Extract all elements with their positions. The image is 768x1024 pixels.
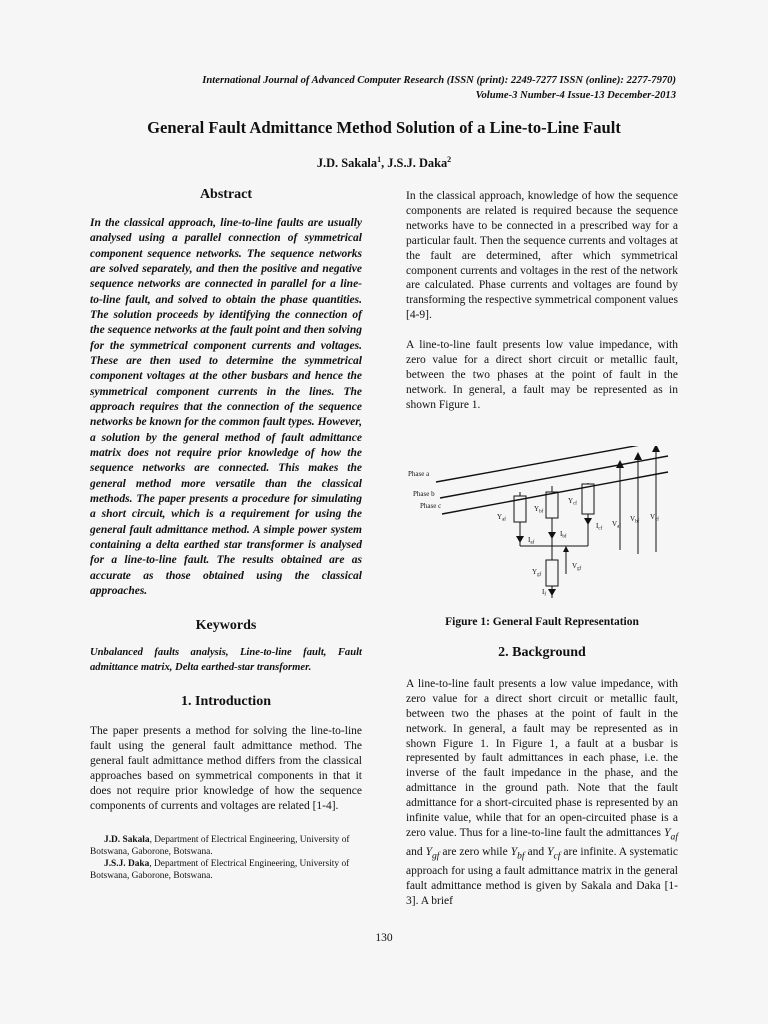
author-1: J.D. Sakala [316,156,378,171]
v-bf-arrow-head [634,452,642,460]
background-text [406,677,678,909]
author-1-affil: 1 [377,155,382,164]
journal-header-line1: International Journal of Advanced Computer Research (ISSN (print): 2249-7277 ISSN (online): 2277-7970) [202,75,676,86]
footnote-2 [90,858,362,882]
authors [0,155,768,171]
introduction-text: The paper presents a method for solving the line-to-line fault using the general fault admittance method. The general fault admittance method differs from the classical approaches based on symmetrical components in that it does not require prior knowledge of how the sequence components of currents and voltages are related [1-4]. [90,725,362,812]
v-af-label: $V_{af}$ [612,520,621,530]
keywords-heading: Keywords [195,617,257,633]
keywords-text: Unbalanced faults analysis, Line-to-line fault, Fault admittance matrix, Delta earthed-star transformer. [90,647,362,673]
v-cf-arrow-head [652,446,660,452]
classical-approach-paragraph: In the classical approach, knowledge of how the sequence components are related is required because the sequence networks have to be connected in a prescribed way for a particular fault. Then the sequence currents and voltages at the fault are determined, after which symmetrical component currents and voltages in the rest of the network are calculated. Phase currents and voltages are found by transforming the respective symmetrical component values [4-9]. [406,190,678,322]
i-cf-arrow [584,518,592,525]
left-column [90,188,362,882]
i-f-arrow [548,589,556,596]
y-bf-symbol: $Y_{bf}$ [510,846,525,862]
footnote-1 [90,834,362,858]
v-cf-label: $V_{cf}$ [650,513,659,523]
author-2: J.S.J. Daka [387,156,448,171]
i-f-label: $I_f$ [542,588,547,598]
phase-c-line [442,472,668,514]
abstract-text: In the classical approach, line-to-line faults are usually analysed using a parallel connection of symmetrical component sequence networks. The sequence networks are solved separately, and then the positive and negative sequence networks are connected in parallel for a line-to-line fault, and solved to obtain the phase quantities. The solution proceeds by identifying the connection of the sequence networks at the fault point and then solving for the symmetrical component currents and voltages. These are then used to determine the symmetrical component voltages at the other busbars and hence the symmetrical component currents in the lines. The approach requires that the connection of the sequence networks be known for the common fault types. However, a solution by the general method of fault admittance matrix does not require prior knowledge of how the sequence networks are connected. This makes the general method more versatile than the classical methods. The paper presents a procedure for simulating a short circuit, which is a requirement for using the general fault admittance method. A simple power system containing a delta earthed star transformer is analysed for a line-to-line fault. The results obtained are as accurate as those obtained using the classical approaches. [90,216,362,598]
journal-header [202,74,676,103]
phase-c-label: Phase c [420,502,442,510]
right-column-bottom [406,646,678,909]
y-af-symbol: $Y_{af}$ [664,826,678,843]
paper-title: General Fault Admittance Method Solution of a Line-to-Line Fault [147,118,621,137]
fault-representation-figure [400,446,680,606]
y-af-label: $Y_{af}$ [497,513,506,523]
y-gf-admittance [546,560,558,586]
y-gf-label: $Y_{gf}$ [532,568,542,578]
y-cf-label: $Y_{cf}$ [568,497,577,507]
footnote-2-text: , Department of Electrical Engineering, University of Botswana, Gaborone, Botswana. [90,858,350,881]
introduction-heading: 1. Introduction [181,694,271,710]
i-bf-label: $I_{bf}$ [560,530,567,540]
y-cf-admittance [582,484,594,514]
y-cf-symbol: $Y_{cf}$ [547,846,561,862]
v-gf-arrow-head [563,546,569,552]
background-text-part5: are infinite. A systematic approach for using a fault admittance matrix in the general fault admittance method is given by Sakala and Daka [1-3]. A brief [406,846,678,908]
author-2-affil: 2 [447,155,452,164]
background-text-part3: are zero while [439,846,511,859]
y-gf-symbol: $Y_{gf}$ [425,846,440,862]
footnote-1-text: , Department of Electrical Engineering, University of Botswana, Gaborone, Botswana. [90,834,350,857]
i-cf-label: $I_{cf}$ [596,522,603,532]
v-bf-label: $V_{bf}$ [630,515,640,525]
y-bf-admittance [546,492,558,518]
background-text-part1: A line-to-line fault presents a low value impedance, with zero value for a direct short circuit or metallic fault, between two the phases at the point of fault in the network. In general, a fault may be represented as in shown Figure 1. In Figure 1, a fault at a busbar is represented by fault admittances in each phase, i.e. the inverse of the fault impedance in the phase, and the admittance in the ground path. Note that the fault admittance for a short-circuited phase is represented by an infinite value, while that for an open-circuited phase is a zero value. Thus for a line-to-line fault the admittances [406,677,678,839]
background-text-part4: and [524,846,548,859]
i-af-label: $I_{af}$ [528,536,535,546]
background-text-part2: and [406,846,426,859]
page-number: 130 [375,932,393,944]
v-gf-label: $V_{gf}$ [572,562,582,572]
phase-b-label: Phase b [413,490,435,498]
abstract-heading: Abstract [199,187,253,202]
i-af-arrow [516,536,524,543]
background-heading: 2. Background [498,645,586,660]
right-column-top [406,189,678,413]
phase-a-line [436,446,668,482]
author-separator: , [381,156,388,171]
journal-header-line2: Volume-3 Number-4 Issue-13 December-2013 [475,89,676,101]
footnote-1-name: J.D. Sakala [104,834,150,845]
footnote-2-name: J.S.J. Daka [104,858,150,869]
i-bf-arrow [548,532,556,539]
figure-caption: Figure 1: General Fault Representation [445,616,639,628]
phase-a-label: Phase a [408,470,430,478]
footnotes [90,834,362,882]
line-fault-paragraph: A line-to-line fault presents low value impedance, with zero value for a direct short circuit or metallic fault, between the two phases at the point of fault in the network. In general, a fault may be represented as in shown Figure 1. [406,339,678,411]
y-bf-label: $Y_{bf}$ [534,505,544,515]
